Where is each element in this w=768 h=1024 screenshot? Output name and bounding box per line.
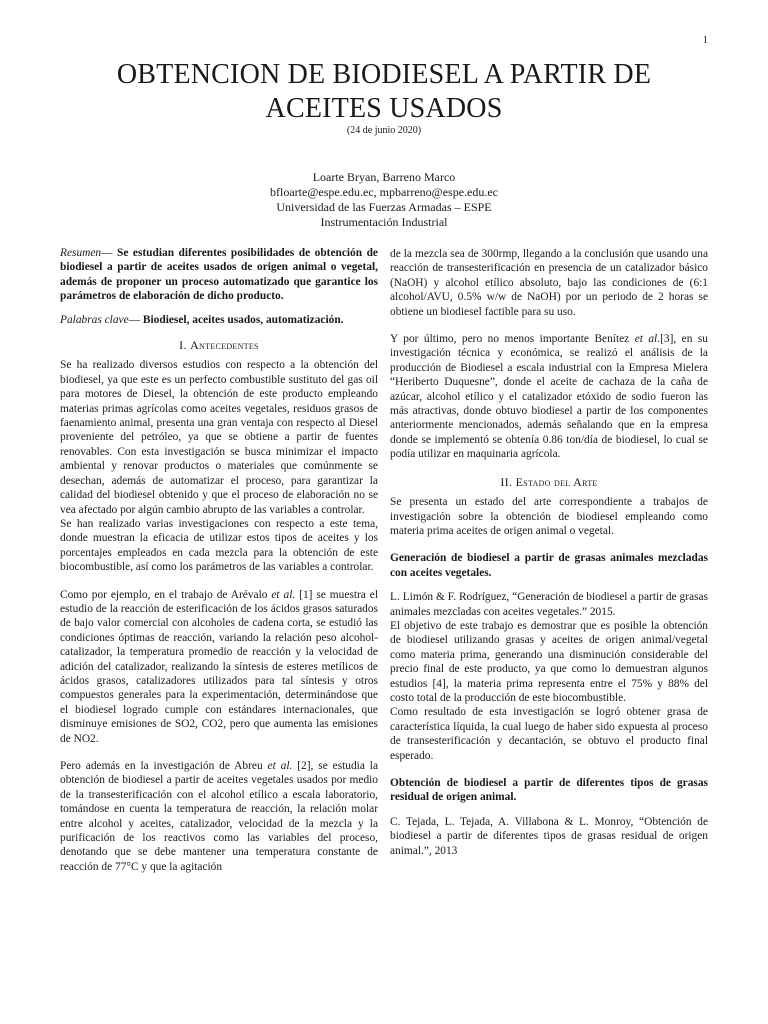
paragraph-arevalo: [60, 588, 378, 746]
paragraph-intro: Se ha realizado diversos estudios con respecto a la obtención del biodiesel, ya que este es un perfecto combustible sustituto del gas oil para motores de Diesel, la obtención de este producto empleando materias primas agrícolas como aceites vegetales, residuos grasos de faenamiento animal, presenta una gran ventaja con respecto al Diesel proveniente del petróleo, ya que se obtiene a partir de fuentes renovables. Con esta investigación se busca minimizar el impacto ambiental y renovar productos o materiales que comúnmente se desechan, además de automatizar el proceso, para garantizar la calidad del biodiesel obtenido y que el proceso de elaboración no se vea afectado por algún cambio abrupto de las variables a controlar.: [60, 359, 378, 516]
arevalo-text-b: [1] se muestra el estudio de la reacción de esterificación de los ácidos grasos saturados de bajo valor comercial con alcoholes de cadena corta, se estudió las condiciones óptimas de reacción, variando la relación peso alcohol-catalizador, la temperatura promedio de reacción y la velocidad de adición del catalizador, realizando la síntesis de esteres metílicos de ácidos grasos, catalizadores utilizados para tal síntesis y otros compuestos generales para la experimentación, determinándose que el biodiesel logrado cumple con estándares internacionales, que disminuye emisiones de SO2, CO2, pero que aumenta las emisiones de NO2.: [60, 588, 378, 745]
keywords-text: Biodiesel, aceites usados, automatización.: [142, 313, 344, 326]
keywords: [60, 313, 378, 327]
section-2-numeral: II.: [500, 474, 513, 489]
abreu-text-a: Pero además en la investigación de Abreu: [60, 760, 268, 772]
abstract-dash: —: [101, 247, 118, 259]
title-line-1: OBTENCION DE BIODIESEL A PARTIR DE: [116, 59, 652, 90]
author-department: Instrumentación Industrial: [320, 215, 448, 229]
right-column: [390, 247, 708, 858]
reference-limon: L. Limón & F. Rodríguez, “Generación de biodiesel a partir de grasas animales mezcladas con aceites vegetales.” 2015.: [390, 591, 708, 618]
section-2-title: Estado del Arte: [515, 474, 598, 489]
author-emails: bfloarte@espe.edu.ec, mpbarreno@espe.edu.ec: [270, 185, 498, 199]
author-block: [60, 170, 708, 230]
reference-tejada: C. Tejada, L. Tejada, A. Villabona & L. Monroy, “Obtención de biodiesel a partir de diferentes tipos de grasas residual de origen animal.”, 2013: [390, 815, 708, 857]
page-number: 1: [702, 34, 708, 46]
author-names: Loarte Bryan, Barreno Marco: [312, 170, 456, 184]
arevalo-etal: et al.: [271, 588, 296, 601]
paragraph-benitez: [390, 332, 708, 462]
paragraph-state-of-art: Se presenta un estado del arte correspondiente a trabajos de investigación sobre la obtención de biodiesel empleando como materia prima aceites de origen animal o vegetal.: [390, 496, 708, 537]
paragraph-abreu: [60, 759, 378, 874]
keywords-lead: Palabras clave: [60, 313, 129, 326]
paper-title: [60, 58, 708, 126]
benitez-text-a: Y por último, pero no menos importante Benítez: [390, 333, 635, 346]
abstract: [60, 246, 378, 304]
abstract-text: Se estudian diferentes posibilidades de obtención de biodiesel a partir de aceites usados de origen animal o vegetal, además de proponer un proceso automatizado que garantice los parámetros de elaboración de dicho producto.: [60, 247, 378, 303]
author-affiliation: Universidad de las Fuerzas Armadas – ESPE: [276, 200, 492, 214]
abreu-text-b: [2], se estudia la obtención de biodiesel a partir de aceites vegetales usados por medio de la transesterificación con el alcohol etílico a escala laboratorio, tomándose en cuenta la temperatura de reacción, la relación molar entre alcohol y aceites, catalizador, velocidad de la mezcla y la purificación de los reactivos como las variables del proceso, denotando que se debe mantener una temperatura constante de reacción de 77°C y que la agitación: [60, 760, 379, 873]
section-1-title: Antecedentes: [190, 338, 259, 353]
abreu-etal: et al.: [267, 760, 293, 772]
paragraph-investigations: Se han realizado varias investigaciones con respecto a este tema, donde muestran la eficacia de utilizar estos tipos de aceites y los porcentajes empleados en cada mezcla para la obtención de este biocombustible, así como los parámetros de las variables a controlar.: [60, 517, 378, 574]
paragraph-abreu-continued: de la mezcla sea de 300rmp, llegando a la conclusión que usando una reacción de transesterificación en presencia de un catalizador básico (NaOH) y alcohol etílico absoluto, bajo las condiciones de (6:1 alcohol/AVU, 0.5% w/w de NaOH) por un periodo de 2 horas se obtiene un biodiesel factible para su uso.: [390, 248, 708, 318]
subsection-heading-2: Obtención de biodiesel a partir de diferentes tipos de grasas residual de origen animal.: [390, 777, 708, 804]
benitez-text-b: [3], en su investigación técnica y económica, se realizó el análisis de la producción de Biodiesel a escala industrial con la Empresa Mielera “Heriberto Duquesne”, donde el aceite de cachaza de la caña de azúcar, alcohol etílico y el catalizador etóxido de sodio fueron las más atractivas, donde obtuvo biodiesel a partir de los componentes anteriormente mencionados, además señalando que en la empresa donde se implementó se obtenía 0.86 ton/día de biodiesel, lo cual se podía utilizar en maquinaria agrícola.: [390, 333, 708, 461]
paragraph-objective: El objetivo de este trabajo es demostrar que es posible la obtención de biodiesel utilizando grasas y aceites de origen animal/vegetal como materia prima, generando una disminución considerable del precio final de este producto, ya que como lo demuestran algunos estudios [4], la materia prima representa entre el 75% y 88% del costo total de la producción de este biocombustible.: [390, 619, 708, 704]
section-heading-1: [60, 338, 378, 352]
benitez-etal: et al.: [634, 333, 661, 346]
section-1-numeral: I.: [179, 338, 187, 353]
arevalo-text-a: Como por ejemplo, en el trabajo de Arévalo: [60, 588, 272, 601]
abstract-lead: Resumen: [60, 247, 102, 259]
section-heading-2: [390, 475, 708, 489]
paragraph-result: Como resultado de esta investigación se logró obtener grasa de característica líquida, la cual luego de haber sido expuesta al proceso de transesterificación y decantación, se obtuvo el producto final esperado.: [390, 706, 708, 762]
keywords-dash: —: [128, 313, 143, 326]
paper-date: (24 de junio 2020): [346, 125, 422, 136]
subsection-heading-1: Generación de biodiesel a partir de grasas animales mezcladas con aceites vegetales.: [390, 552, 708, 579]
title-line-2: ACEITES USADOS: [265, 93, 503, 124]
left-column: [60, 246, 378, 874]
